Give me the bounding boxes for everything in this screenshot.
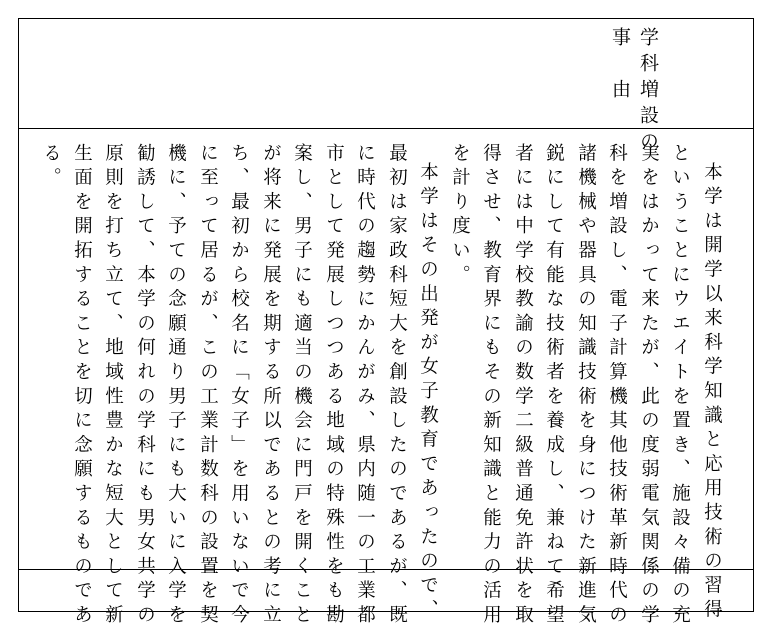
body-column-10: 本学はその出発が女子教育であったので、 <box>417 162 439 624</box>
body-column-19: 勧誘して、本学の何れの学科にも男女共学の <box>134 143 156 629</box>
body-column-3: 実をはかって来たが、此の度弱電気関係の学 <box>638 143 660 629</box>
body-column-20: 原則を打ち立て、地域性豊かな短大として新 <box>102 143 124 629</box>
body-column-4: 科を増設し、電子計算機其他技術革新時代の <box>606 143 628 629</box>
heading-line-1: 学科増設の <box>637 27 659 157</box>
body-column-18: 機に、予ての念願通り男子にも大いに入学を <box>165 143 187 629</box>
body-column-6: 鋭にして有能な技術者を養成し、兼ねて希望 <box>543 143 565 629</box>
body-column-1: 本学は開学以来科学知識と応用技術の習得 <box>701 162 723 624</box>
body-column-13: 市として発展しつつある地域の特殊性をも勘 <box>323 143 345 629</box>
body-column-8: 得させ、教育界にもその新知識と能力の活用 <box>480 143 502 629</box>
body-column-5: 諸機械や器具の知識技術を身につけた新進気 <box>575 143 597 629</box>
form-table <box>18 18 754 629</box>
body-column-2: ということにウエイトを置き、施設々備の充 <box>669 143 691 629</box>
body-column-7: 者には中学校教諭の数学二級普通免許状を取 <box>512 143 534 629</box>
body-column-21: 生面を開拓することを切に念願するものであ <box>71 143 93 629</box>
body-column-11: 最初は家政科短大を創設したのであるが、既 <box>386 143 408 629</box>
body-column-22: る。 <box>40 143 62 192</box>
body-column-9: を計り度い。 <box>449 143 471 289</box>
body-column-15: が将来に発展を期する所以であるとの考に立 <box>260 143 282 629</box>
body-column-16: ち、最初から校名に「女子」を用いないで今 <box>228 143 250 629</box>
body-column-17: に至って居るが、この工業計数科の設置を契 <box>197 143 219 629</box>
body-column-12: に時代の趨勢にかんがみ、県内随一の工業都 <box>354 143 376 629</box>
body-column-14: 案し、男子にも適当の機会に門戸を開くこと <box>291 143 313 629</box>
heading-line-2: 事 由 <box>609 27 631 105</box>
